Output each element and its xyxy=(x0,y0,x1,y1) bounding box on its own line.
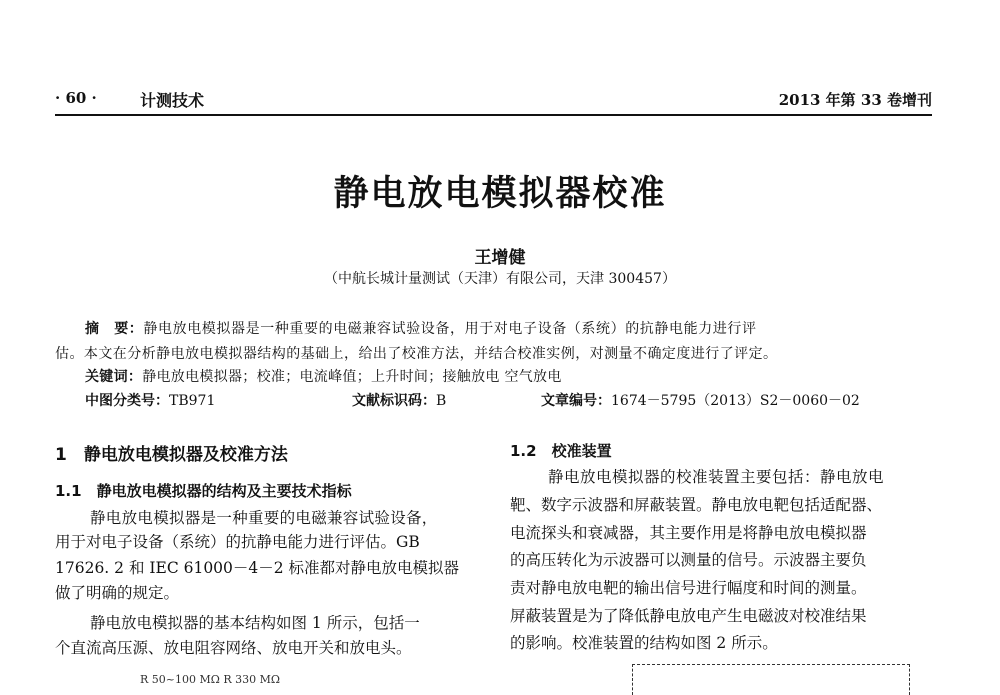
article-number-label: 文章编号： xyxy=(541,393,611,409)
body-line: 的高压转化为示波器可以测量的信号。示波器主要负 xyxy=(510,551,867,569)
abstract-label: 摘 要： xyxy=(85,321,144,337)
abstract-text-1: 静电放电模拟器是一种重要的电磁兼容试验设备，用于对电子设备（系统）的抗静电能力进行评 xyxy=(143,321,757,337)
body-line: 做了明确的规定。 xyxy=(55,584,180,602)
issue-info: 2013 年第 33 卷增刊 xyxy=(778,91,932,109)
body-line: 静电放电模拟器是一种重要的电磁兼容试验设备， xyxy=(90,509,438,527)
journal-name: 计测技术 xyxy=(140,91,205,110)
classification-value: TB971 xyxy=(169,393,216,409)
classification-code xyxy=(85,390,215,410)
body-line: 靶、数字示波器和屏蔽装置。静电放电靶包括适配器、 xyxy=(510,496,883,514)
body-line: 用于对电子设备（系统）的抗静电能力进行评估。GB xyxy=(55,533,420,551)
article-number xyxy=(541,390,860,410)
keywords-text: 静电放电模拟器；校准；电流峰值；上升时间；接触放电 空气放电 xyxy=(142,369,562,385)
body-line: 责对静电放电靶的输出信号进行幅度和时间的测量。 xyxy=(510,579,867,597)
author: 王增健 xyxy=(474,248,526,268)
keywords xyxy=(85,366,562,386)
document-code xyxy=(352,390,446,410)
abstract-line-1 xyxy=(85,318,933,338)
body-line: 电流探头和衰减器，其主要作用是将静电放电模拟器 xyxy=(510,524,867,542)
body-line: 屏蔽装置是为了降低静电放电产生电磁波对校准结果 xyxy=(510,607,867,625)
figure-1-partial-label: R 50~100 MΩ R 330 MΩ xyxy=(140,673,281,686)
abstract-line-2: 估。本文在分析静电放电模拟器结构的基础上，给出了校准方法，并结合校准实例，对测量不确定度进行了评定。 xyxy=(55,346,778,362)
keywords-label: 关键词： xyxy=(85,369,143,385)
body-line: 的影响。校准装置的结构如图 2 所示。 xyxy=(510,634,778,652)
affiliation: （中航长城计量测试（天津）有限公司，天津 300457） xyxy=(324,271,676,287)
body-line: 个直流高压源、放电阻容网络、放电开关和放电头。 xyxy=(55,639,412,657)
document-code-value: B xyxy=(436,393,447,409)
section-heading-1: 1 静电放电模拟器及校准方法 xyxy=(55,445,288,465)
page-number: · 60 · xyxy=(55,89,97,107)
figure-2-frame xyxy=(632,664,910,695)
article-number-value: 1674－5795（2013）S2－0060－02 xyxy=(611,393,860,409)
classification-label: 中图分类号： xyxy=(85,393,169,409)
body-line: 静电放电模拟器的基本结构如图 1 所示，包括一 xyxy=(90,614,420,632)
body-line: 17626. 2 和 IEC 61000－4－2 标准都对静电放电模拟器 xyxy=(55,559,460,577)
subsection-heading-1-1: 1.1 静电放电模拟器的结构及主要技术指标 xyxy=(55,482,352,500)
header-rule xyxy=(55,114,932,116)
document-code-label: 文献标识码： xyxy=(352,393,436,409)
subsection-heading-1-2: 1.2 校准装置 xyxy=(510,442,612,460)
body-line: 静电放电模拟器的校准装置主要包括：静电放电 xyxy=(548,468,885,486)
paper-title: 静电放电模拟器校准 xyxy=(333,174,667,214)
